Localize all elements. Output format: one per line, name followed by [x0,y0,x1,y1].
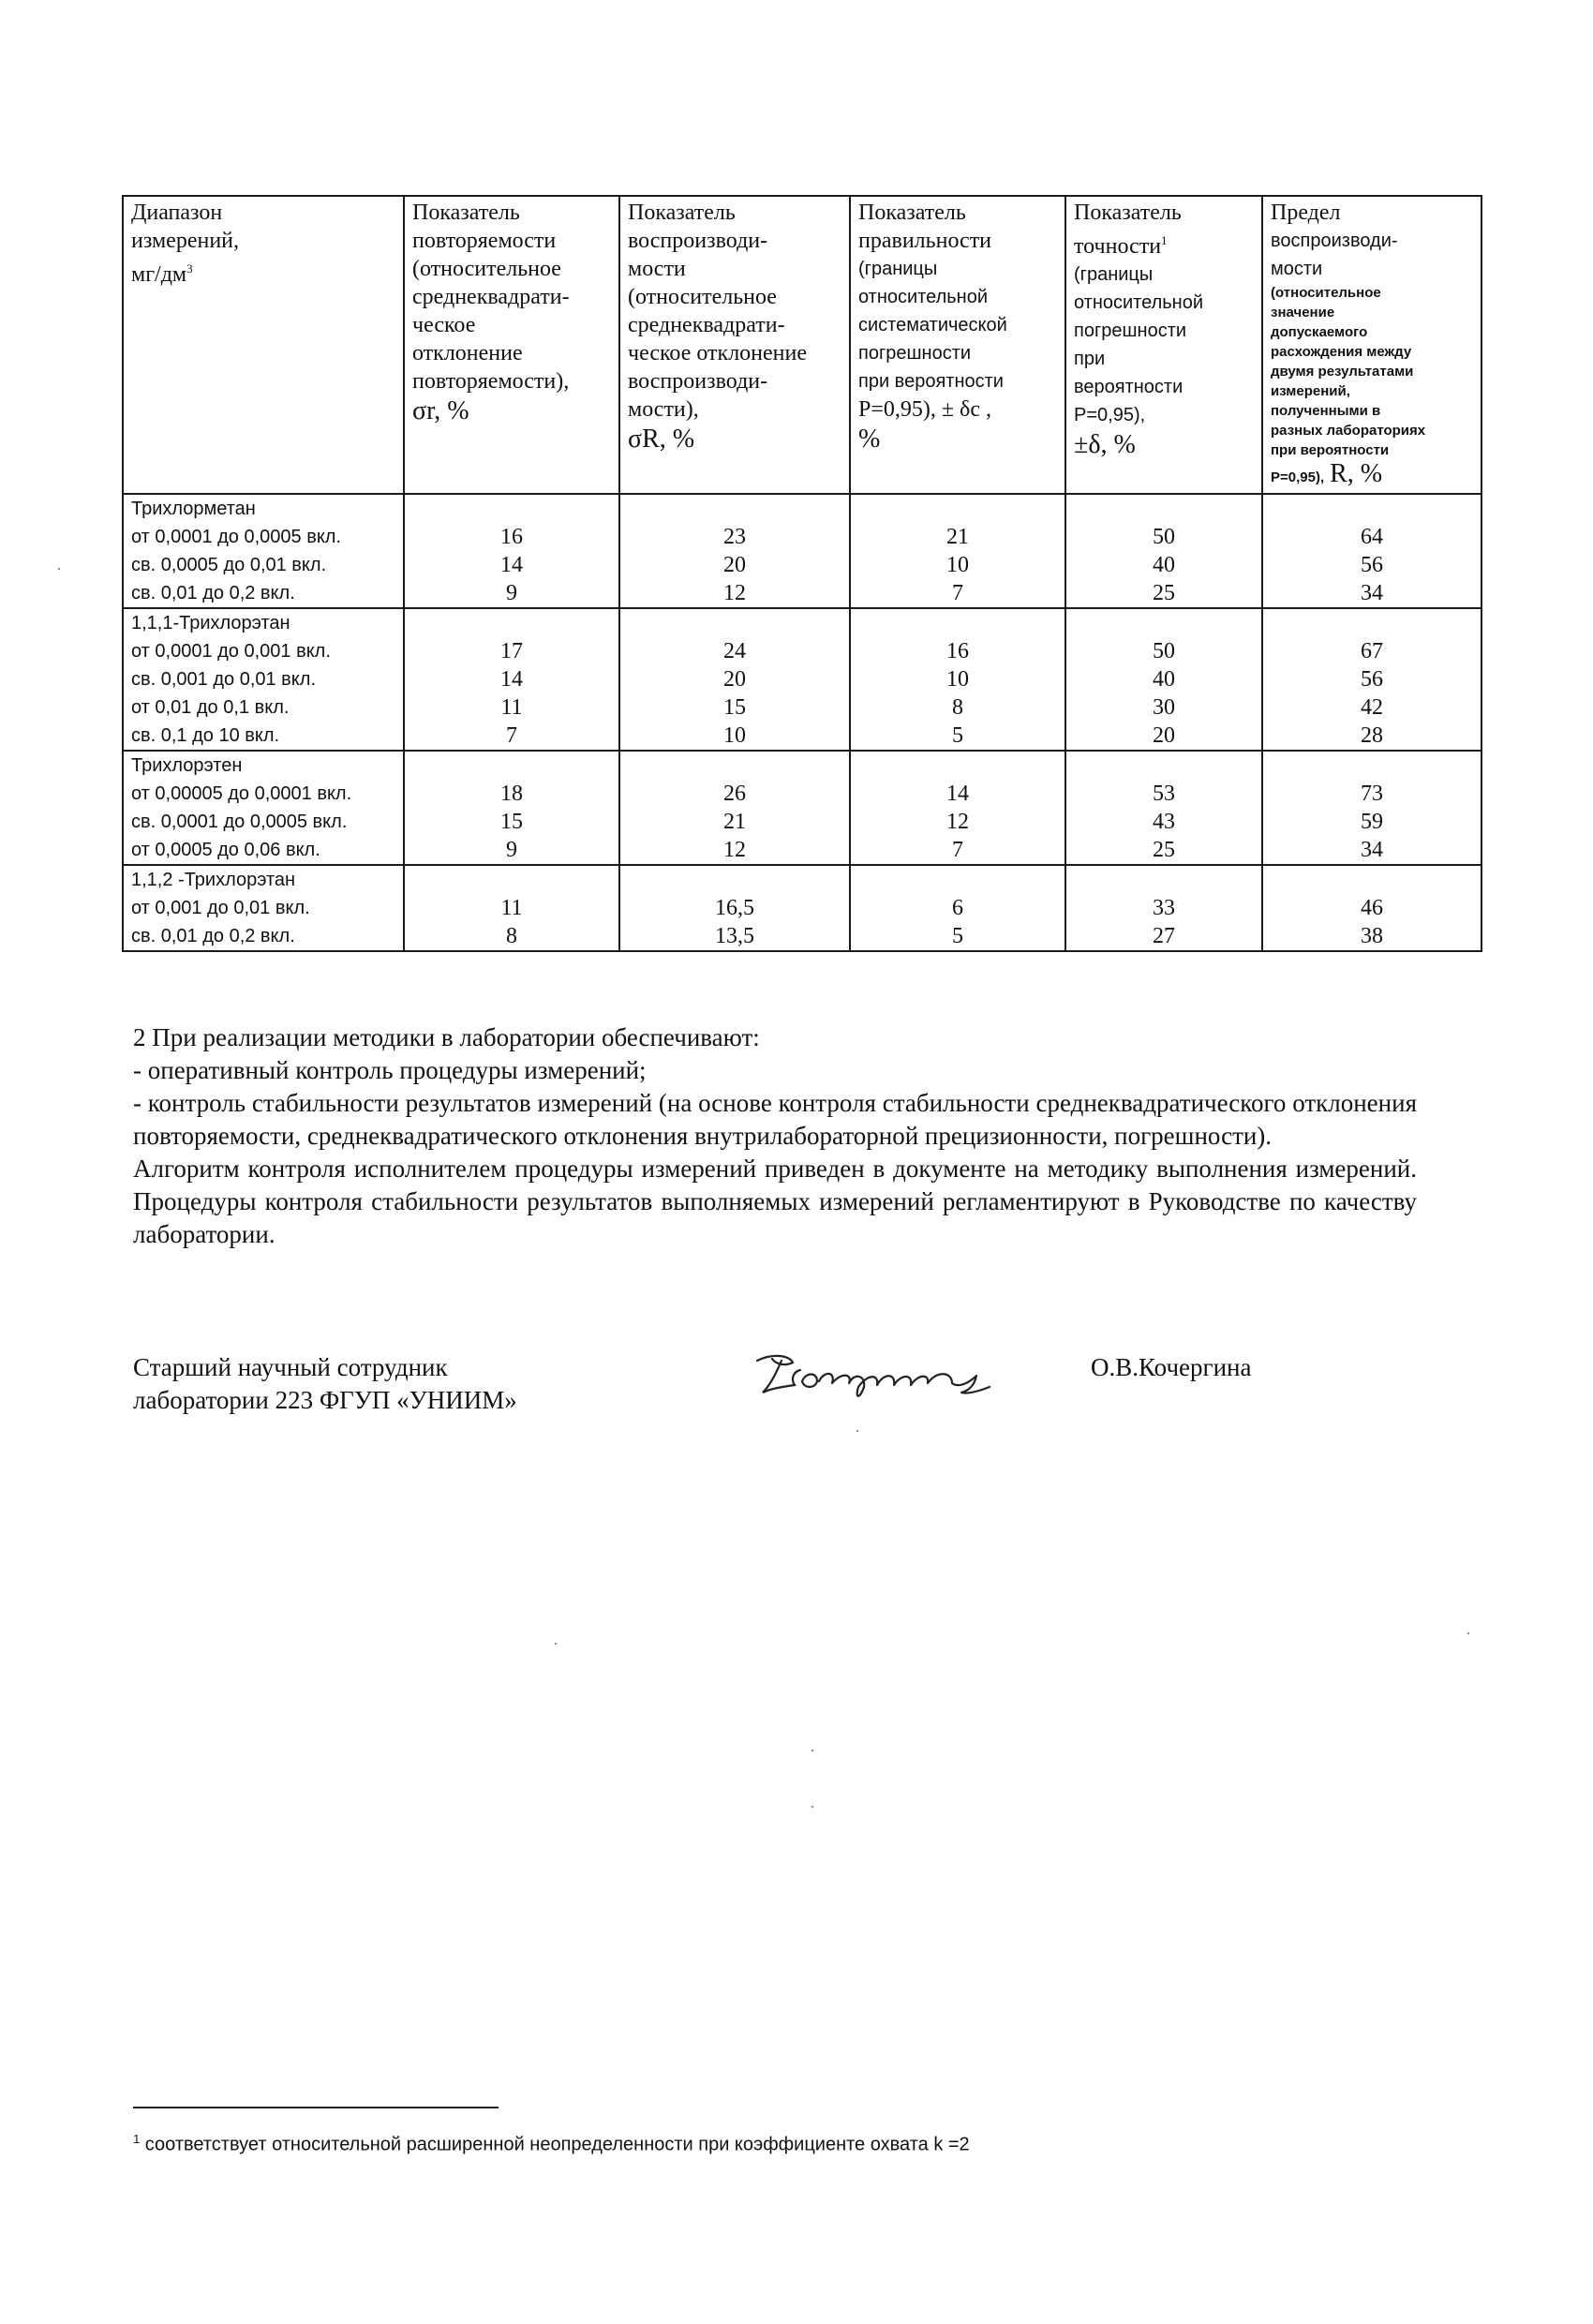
table-value: 8 [506,924,517,948]
sigma-r-cell [404,494,619,608]
range-cell [123,608,404,751]
table-value: 16,5 [715,896,754,920]
unit-text: мг/дм [131,262,187,287]
header-line: (относительное [412,257,561,281]
header-trueness [850,196,1065,494]
table-value: 11 [500,896,523,920]
footnote-text: соответствует относительной расширенной неопределенности при коэффициенте охвата k =2 [144,2134,970,2155]
table-value: 26 [723,782,746,806]
table-value: 73 [1361,782,1383,806]
substance-name: Трихлорэтен [131,755,243,776]
header-limit [1262,196,1481,494]
header-line: Предел [1271,201,1341,225]
footnote-separator [133,2107,499,2108]
range-text: от 0,001 до 0,01 вкл. [131,898,310,918]
scan-speck [856,1430,858,1432]
table-value: 27 [1153,924,1175,948]
handwritten-signature [744,1344,997,1409]
section-2-heading: 2 При реализации методики в лаборатории обеспечивают: [133,1023,760,1051]
range-text: св. 0,01 до 0,2 вкл. [131,926,295,946]
header-range-line: Диапазон [131,201,223,225]
section-2-item-operational-control: - оперативный контроль процедуры измерений; [133,1056,647,1084]
scan-speck [1467,1632,1469,1634]
header-line [1074,227,1256,261]
header-small-line: полученными в [1271,403,1381,419]
table-group-112-trichloroethane [123,865,1481,951]
table-value: 14 [500,553,523,577]
range-text: св. 0,0005 до 0,01 вкл. [131,555,327,575]
range-text: св. 0,01 до 0,2 вкл. [131,583,295,603]
table-value: 16 [500,525,523,549]
header-line: воспроизводи- [628,229,768,253]
table-group-111-trichloroethane [123,608,1481,751]
range-text: св. 0,0001 до 0,0005 вкл. [131,812,348,832]
signatory-name: О.В.Кочергина [1091,1353,1252,1381]
header-repeatability [404,196,619,494]
header-line: правильности [858,229,992,253]
header-symbol-delta: ±δ, % [1074,430,1136,459]
table-value: 40 [1153,667,1175,692]
unit-superscript: 3 [186,261,193,276]
table-group-trichloromethane [123,494,1481,608]
range-text: от 0,0005 до 0,06 вкл. [131,840,320,860]
delta-cell [1065,608,1262,751]
metrics-table [122,195,1482,952]
header-symbol-sigma-r: σr, % [412,396,469,425]
header-line: мости [628,257,686,281]
delta-cell [1065,494,1262,608]
range-text: св. 0,1 до 10 вкл. [131,725,280,746]
table-value: 12 [723,581,746,605]
header-line: погрешности [858,343,972,364]
delta-cell [1065,865,1262,951]
signature-block [133,1351,1445,1454]
table-value: 46 [1361,896,1383,920]
sigma-r-cell [404,751,619,865]
section-2 [133,1021,1417,1251]
header-line: мости), [628,397,699,422]
signatory-title: Старший научный сотрудник [133,1353,448,1381]
header-line: (границы [858,259,938,279]
scan-speck [811,1750,813,1751]
table-value: 8 [952,695,963,720]
table-value: 5 [952,924,963,948]
header-line: вероятности [1074,377,1184,397]
header-line: Показатель [858,201,966,225]
table-value: 30 [1153,695,1175,720]
signatory-position [133,1351,695,1417]
table-value: 50 [1153,639,1175,663]
table-value: 23 [723,525,746,549]
header-line: Показатель [628,201,736,225]
range-cell [123,865,404,951]
sigma-big-r-cell [619,494,850,608]
header-line: при вероятности [858,371,1004,392]
table-value: 7 [952,838,963,862]
header-small-line: разных лабораториях [1271,423,1426,439]
table-value: 12 [946,810,969,834]
header-range-unit [131,255,397,289]
header-line: повторяемости [412,229,557,253]
table-value: 21 [723,810,746,834]
table-value: 11 [500,695,523,720]
header-line: относительной [1074,292,1204,313]
delta-c-cell [850,608,1065,751]
header-small-line: расхождения между [1271,344,1412,360]
substance-name: 1,1,1-Трихлорэтан [131,613,290,633]
header-line: ческое отклонение [628,341,808,365]
limit-r-cell [1262,751,1481,865]
table-value: 25 [1153,838,1175,862]
footnote [133,2127,1445,2157]
header-small-line: измерений, [1271,383,1350,399]
header-probability: Р=0,95), [1271,469,1325,485]
table-value: 17 [500,639,523,663]
header-line: (относительное [628,285,777,309]
table-value: 10 [946,553,969,577]
limit-r-cell [1262,608,1481,751]
header-line: отклонение [412,341,523,365]
range-text: св. 0,001 до 0,01 вкл. [131,669,317,690]
header-symbol-big-r: R, % [1330,459,1383,488]
header-small-line: (относительное [1271,285,1381,301]
table-value: 59 [1361,810,1383,834]
range-text: от 0,01 до 0,1 вкл. [131,697,290,718]
header-line: систематической [858,315,1007,335]
table-value: 20 [723,667,746,692]
header-range-line: измерений, [131,229,240,253]
header-line: Р=0,95), ± δc , [858,397,992,422]
table-value: 10 [723,723,746,748]
table-header-row [123,196,1481,494]
table-value: 16 [946,639,969,663]
header-symbol-percent: % [858,425,881,454]
header-small-line: значение [1271,305,1335,320]
table-value: 15 [723,695,746,720]
header-small-line: при вероятности [1271,442,1390,458]
header-small-line: допускаемого [1271,324,1368,340]
table-value: 7 [506,723,517,748]
scan-speck [811,1806,813,1808]
sigma-big-r-cell [619,751,850,865]
table-value: 56 [1361,667,1383,692]
header-line: (границы [1074,264,1154,285]
header-range [123,196,404,494]
header-small-line: двумя результатами [1271,364,1414,380]
table-value: 67 [1361,639,1383,663]
range-text: от 0,0001 до 0,001 вкл. [131,641,331,662]
limit-r-cell [1262,494,1481,608]
table-value: 14 [500,667,523,692]
table-value: 10 [946,667,969,692]
table-value: 50 [1153,525,1175,549]
header-accuracy [1065,196,1262,494]
table-value: 53 [1153,782,1175,806]
header-line [1271,460,1475,489]
table-value: 43 [1153,810,1175,834]
table-value: 14 [946,782,969,806]
table-value: 38 [1361,924,1383,948]
header-symbol-sigma-big-r: σR, % [628,425,695,454]
delta-c-cell [850,494,1065,608]
header-line: воспроизводи- [628,369,768,394]
substance-name: Трихлорметан [131,499,256,519]
sigma-big-r-cell [619,608,850,751]
footnote-reference: 1 [1161,233,1168,247]
table-value: 28 [1361,723,1383,748]
table-value: 20 [723,553,746,577]
table-value: 40 [1153,553,1175,577]
header-line: повторяемости), [412,369,570,394]
header-line: при [1074,349,1106,369]
table-value: 15 [500,810,523,834]
header-line: погрешности [1074,320,1187,341]
table-value: 12 [723,838,746,862]
range-text: от 0,0001 до 0,0005 вкл. [131,527,342,547]
table-value: 34 [1361,581,1383,605]
header-line: среднеквадрати- [628,313,785,337]
section-2-item-stability-control: - контроль стабильности результатов измерений (на основе контроля стабильности среднеквадратического отклонения повторяемости, среднеквадратического отклонения внутрилабораторной прецизионности, погрешности). [133,1089,1417,1150]
table-value: 7 [952,581,963,605]
header-line: Показатель [412,201,520,225]
range-cell [123,494,404,608]
substance-name: 1,1,2 -Трихлорэтан [131,870,296,890]
section-2-paragraph: Алгоритм контроля исполнителем процедуры измерений приведен в документе на методику выполнения измерений. Процедуры контроля стабильности результатов выполняемых измерений регламентируют в Руководстве по качеству лаборатории. [133,1155,1417,1248]
header-line: среднеквадрати- [412,285,570,309]
table-value: 20 [1153,723,1175,748]
table-value: 33 [1153,896,1175,920]
header-line: воспроизводи- [1271,231,1398,251]
signatory-organization: лаборатории 223 ФГУП «УНИИМ» [133,1386,517,1414]
table-value: 9 [506,581,517,605]
table-value: 21 [946,525,969,549]
header-line: Показатель [1074,201,1182,225]
header-reproducibility [619,196,850,494]
sigma-r-cell [404,865,619,951]
delta-c-cell [850,751,1065,865]
delta-cell [1065,751,1262,865]
table-value: 24 [723,639,746,663]
range-cell [123,751,404,865]
header-line: мости [1271,259,1323,279]
header-line: Р=0,95), [1074,405,1146,425]
table-value: 6 [952,896,963,920]
table-value: 25 [1153,581,1175,605]
table-value: 18 [500,782,523,806]
header-line: относительной [858,287,989,307]
table-value: 42 [1361,695,1383,720]
footnote-marker: 1 [133,2132,141,2146]
scan-speck [58,568,60,570]
sigma-r-cell [404,608,619,751]
table-value: 56 [1361,553,1383,577]
range-text: от 0,00005 до 0,0001 вкл. [131,783,352,804]
sigma-big-r-cell [619,865,850,951]
scan-speck [555,1643,557,1645]
table-value: 13,5 [715,924,754,948]
table-group-trichloroethene [123,751,1481,865]
table-value: 9 [506,838,517,862]
delta-c-cell [850,865,1065,951]
table-value: 64 [1361,525,1383,549]
limit-r-cell [1262,865,1481,951]
header-accuracy-word: точности [1074,234,1162,259]
table-value: 34 [1361,838,1383,862]
header-line: ческое [412,313,476,337]
table-value: 5 [952,723,963,748]
